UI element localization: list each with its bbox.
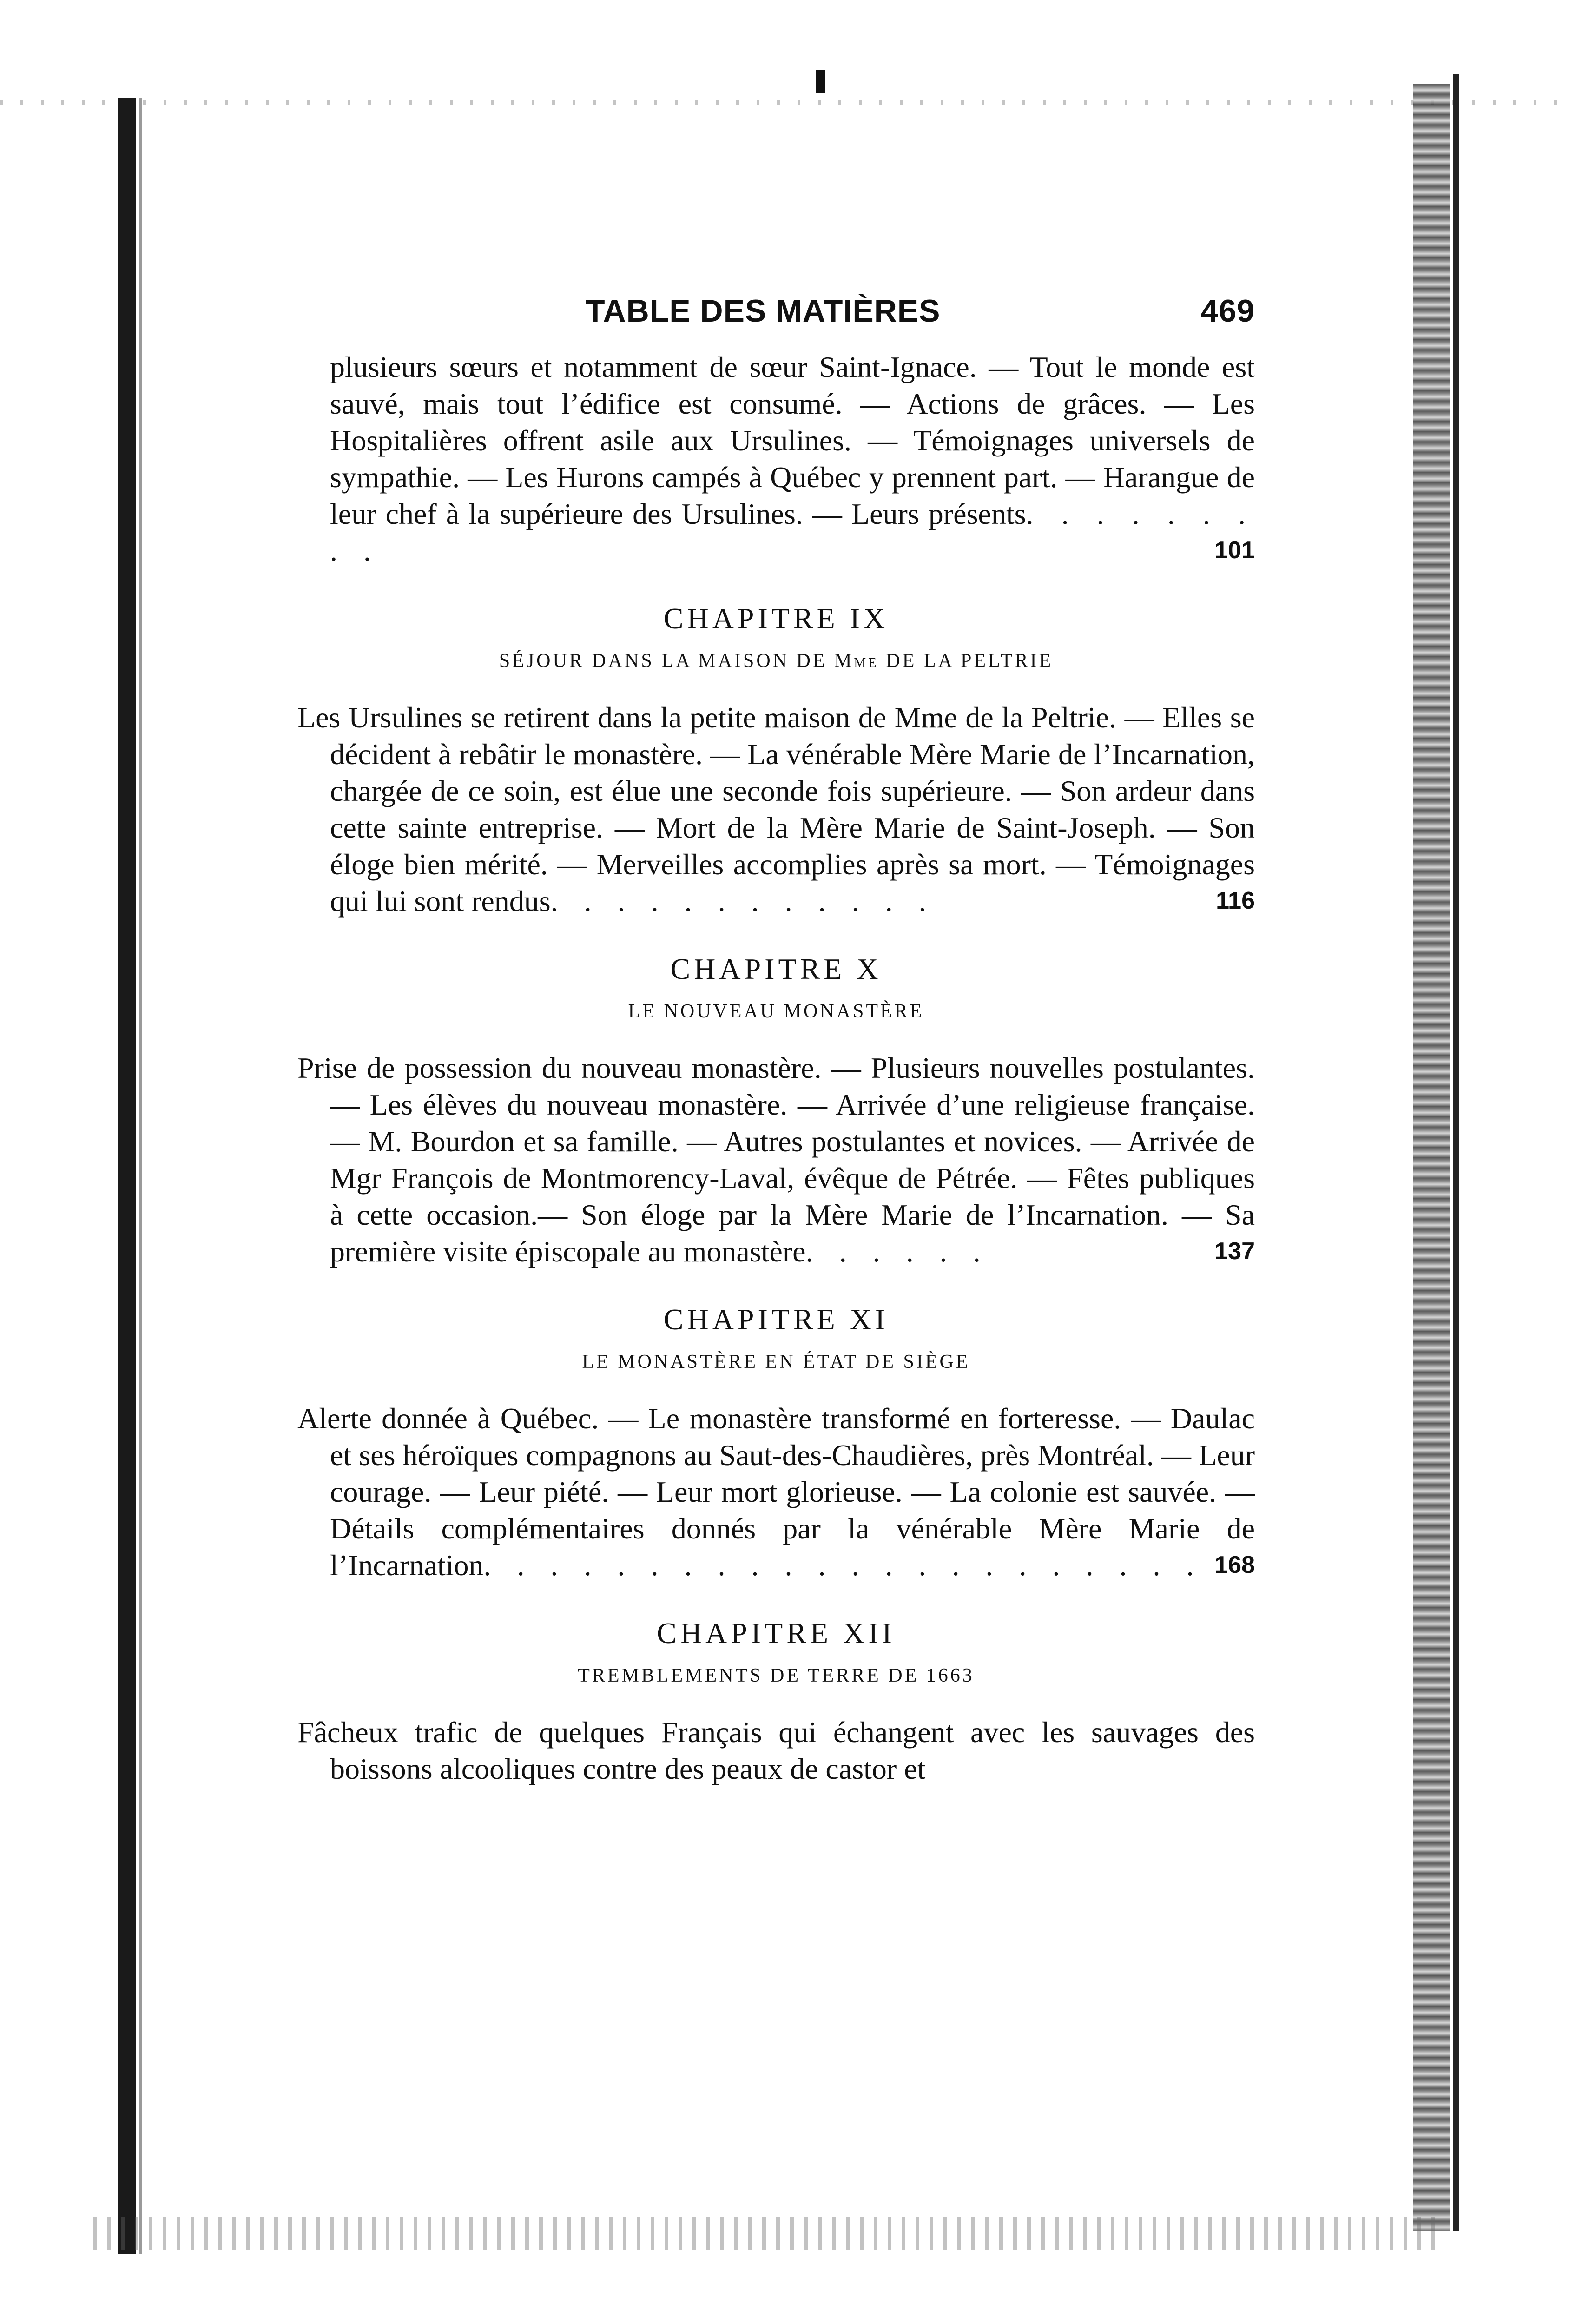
scan-mark [816,70,825,93]
binding-shadow [118,98,136,2254]
entry-page: 137 [1214,1238,1255,1265]
chapter-subtitle: SÉJOUR DANS LA MAISON DE Mme DE LA PELTRIE [499,650,1054,672]
page-edge-shadow [1413,84,1450,2231]
leader-dots: . . . . . . . . . [330,497,1255,567]
entry-page: 116 [1216,887,1255,914]
page-edge-dark [1453,74,1459,2231]
chapter-heading: CHAPITRE IX [663,602,889,635]
running-head [297,274,1255,329]
toc-entry [297,1400,1255,1584]
scan-noise-bottom [93,2217,1441,2250]
leader-dots: . . . . . . . . . . . . . . . . . . . . . . [483,1549,1203,1582]
toc-entry [297,1714,1255,1787]
entry-text: plusieurs sœurs et notamment de sœur Saint-Ignace. — Tout le monde est sauvé, mais tout l’édifice est consumé. — Actions de grâces. — Les Hospitalières offrent asile aux Ursulines. — Témoignages universels de sympathie. — Les Hurons campés à Québec y prennent part. — Harangue de leur chef à la supérieure des Ursulines. — Leurs présents [330,350,1255,530]
entry-page: 101 [1214,537,1255,564]
toc-entry [297,1050,1255,1270]
chapter-subtitle: LE MONASTÈRE EN ÉTAT DE SIÈGE [582,1351,970,1373]
binding-edge [139,98,142,2254]
page [297,274,1255,1787]
page-number: 469 [1200,293,1255,329]
entry-text: Les Ursulines se retirent dans la petite maison de Mme de la Peltrie. — Elles se décident à rebâtir le monastère. — La vénérable Mère Marie de l’Incarnation, chargée de ce soin, est élue une seconde fois supérieure. — Son ardeur dans cette sainte entreprise. — Mort de la Mère Marie de Saint-Joseph. — Son éloge bien mérité. — Merveilles accomplies après sa mort. — Témoignages qui lui sont rendus [297,701,1255,918]
chapter-heading: CHAPITRE XII [657,1617,896,1650]
entry-text: Fâcheux trafic de quelques Français qui échangent avec les sauvages des boissons alcooliques contre des peaux de castor et [297,1716,1255,1785]
leader-dots: . . . . . . . . . . . . [550,885,936,918]
chapter-heading: CHAPITRE XI [663,1303,889,1336]
entry-text: Alerte donnée à Québec. — Le monastère transformé en forteresse. — Daulac et ses héroïques compagnons au Saut-des-Chaudières, près Montréal. — Leur courage. — Leur piété. — Leur mort glorieuse. — La colonie est sauvée. — Détails complémentaires donnés par la vénérable Mère Marie de l’Incarnation [297,1402,1255,1582]
entry-page: 168 [1214,1552,1255,1578]
leader-dots: . . . . . . [805,1235,990,1268]
toc-entry [297,349,1255,569]
entry-text: Prise de possession du nouveau monastère. — Plusieurs nouvelles postulantes. — Les élèves du nouveau monastère. — Arrivée d’une religieuse française. — M. Bourdon et sa famille. — Autres postulantes et novices. — Arrivée de Mgr François de Montmorency-Laval, évêque de Pétrée. — Fêtes publiques à cette occasion.— Son éloge par la Mère Marie de l’Incarnation. — Sa première visite épiscopale au monastère [297,1051,1255,1268]
chapter-subtitle: LE NOUVEAU MONASTÈRE [628,1001,924,1022]
chapter-subtitle: TREMBLEMENTS DE TERRE DE 1663 [578,1665,975,1686]
running-head-title: TABLE DES MATIÈRES [586,293,941,329]
chapter-heading: CHAPITRE X [670,952,882,985]
scan-noise-top [0,100,1569,105]
toc-entry [297,699,1255,919]
